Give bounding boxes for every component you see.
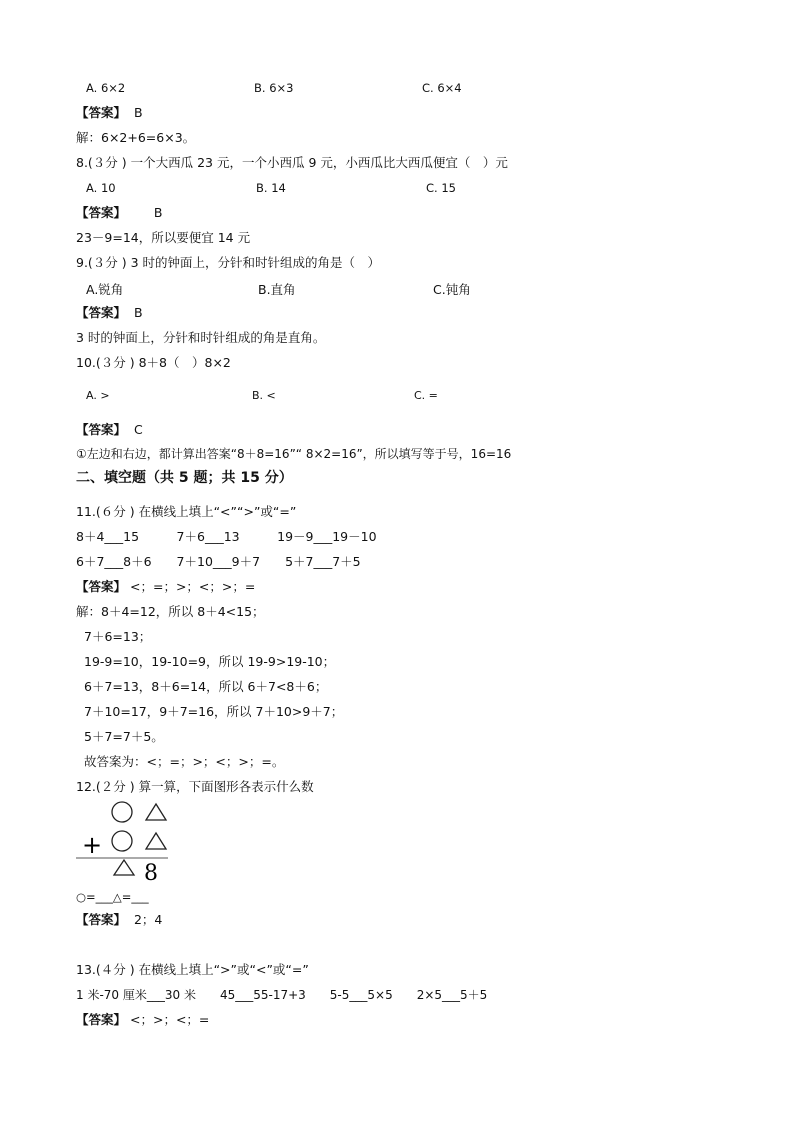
q7-option-c: C. 6×4 [422, 81, 462, 95]
q13-row: 1 米-70 厘米___30 米 45___55-17+3 5-5___5×5 2×5___5＋5 [76, 988, 488, 1002]
q7-option-b: B. 6×3 [254, 81, 294, 95]
q10-answer: C [133, 422, 143, 437]
q11-row-2: 6＋7___8＋6 7＋10___9＋7 5＋7___7＋5 [76, 554, 361, 569]
answer-label: 【答案】 [76, 205, 127, 220]
q8-stem: 8.(３分 ) 一个大西瓜 23 元，一个小西瓜 9 元，小西瓜比大西瓜便宜（ ）元 [76, 155, 508, 170]
answer-label: 【答案】 [76, 912, 127, 927]
q10-option-a: A. > [86, 389, 110, 402]
answer-label: 【答案】 [76, 422, 127, 437]
q8-explanation: 23－9=14，所以要便宜 14 元 [76, 230, 251, 245]
q10-stem: 10.(３分 ) 8＋8（ ）8×2 [76, 355, 231, 370]
q13-stem: 13.(４分 ) 在横线上填上“>”或“<”或“=” [76, 962, 309, 977]
q9-answer-line [76, 305, 143, 321]
q11-row-1: 8＋4___15 7＋6___13 19－9___19－10 [76, 529, 377, 544]
q11-explain-line: 解：8＋4=12，所以 8＋4<15； [76, 604, 265, 619]
answer-label: 【答案】 [76, 579, 127, 594]
plus-sign: + [82, 831, 103, 859]
q11-answer-line [76, 579, 255, 595]
result-digit: 8 [144, 861, 158, 884]
q8-answer: B [153, 205, 163, 220]
q10-option-c: C. = [414, 389, 438, 402]
q11-stem: 11.(６分 ) 在横线上填上“<”“>”或“=” [76, 504, 297, 519]
q8-option-a: A. 10 [86, 181, 116, 195]
circle-shape [112, 831, 132, 851]
triangle-shape [114, 860, 134, 875]
q7-option-a: A. 6×2 [86, 81, 126, 95]
q9-option-b: B.直角 [258, 282, 296, 297]
triangle-shape [146, 833, 166, 849]
circle-shape [112, 802, 132, 822]
q11-explain-line: 19-9=10，19-10=9，所以 19-9>19-10； [84, 654, 336, 669]
q7-answer: B [133, 105, 143, 120]
q12-stem: 12.(２分 ) 算一算，下面图形各表示什么数 [76, 779, 314, 794]
q9-option-a: A.锐角 [86, 282, 124, 297]
section-heading: 二、填空题（共 5 题；共 15 分） [76, 470, 293, 486]
q11-answer: <；=；>；<；>；= [130, 579, 256, 594]
q10-option-b: B. < [252, 389, 276, 402]
q11-explain-line: 7＋6=13； [84, 629, 152, 644]
q12-answer-line [76, 912, 162, 928]
q10-answer-line [76, 422, 143, 438]
triangle-shape [146, 804, 166, 820]
q9-answer: B [133, 305, 143, 320]
q8-option-c: C. 15 [426, 181, 456, 195]
q8-answer-line [76, 205, 162, 221]
q7-explanation: 解：6×2+6=6×3。 [76, 130, 196, 145]
q9-explanation: 3 时的钟面上，分针和时针组成的角是直角。 [76, 330, 326, 345]
q11-explain-line: 5＋7=7＋5。 [84, 729, 164, 744]
answer-label: 【答案】 [76, 105, 127, 120]
q12-blanks: ○=___△=___ [76, 890, 149, 904]
q13-answer-line [76, 1012, 209, 1028]
q12-answer: 2；4 [133, 912, 163, 927]
answer-label: 【答案】 [76, 305, 127, 320]
q13-answer: <；>；<；= [130, 1012, 210, 1027]
q11-explain-line: 7＋10=17，9＋7=16，所以 7＋10>9＋7； [84, 704, 344, 719]
answer-label: 【答案】 [76, 1012, 127, 1027]
q9-stem: 9.(３分 ) 3 时的钟面上，分针和时针组成的角是（ ） [76, 255, 381, 270]
q11-explain-line: 6＋7=13，8＋6=14，所以 6＋7<8＋6； [84, 679, 328, 694]
q11-explain-line: 故答案为：<；=；>；<；>；=。 [84, 754, 285, 769]
q7-answer-line [76, 105, 143, 121]
q8-option-b: B. 14 [256, 181, 286, 195]
shape-addition-figure [72, 798, 182, 884]
q10-explanation: ①左边和右边，都计算出答案“8＋8=16”“ 8×2=16”，所以填写等于号，16=16 [76, 447, 512, 461]
q9-option-c: C.钝角 [433, 282, 471, 297]
